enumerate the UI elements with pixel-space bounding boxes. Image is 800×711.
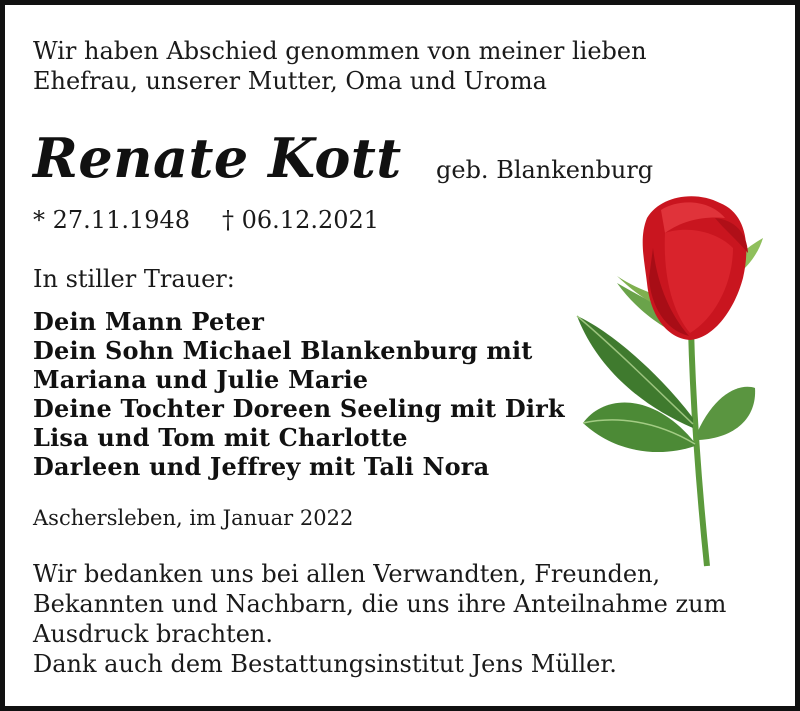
mourner-line: Mariana und Julie Marie: [33, 365, 369, 394]
intro-line: Ehefrau, unserer Mutter, Oma und Uroma: [33, 67, 547, 95]
mourner-line: Deine Tochter Doreen Seeling mit Dirk: [33, 394, 565, 423]
mourner-line: Lisa und Tom mit Charlotte: [33, 423, 408, 452]
place-date: Aschersleben, im Januar 2022: [33, 506, 354, 530]
rose-stem: [691, 328, 707, 566]
rose-leaf: [697, 387, 755, 440]
deceased-name: Renate Kott: [33, 126, 402, 190]
mourner-line: Darleen und Jeffrey mit Tali Nora: [33, 452, 490, 481]
thanks-line: Bekannten und Nachbarn, die uns ihre Anteilnahme zum: [33, 590, 727, 618]
thanks-line: Wir bedanken uns bei allen Verwandten, Freunden,: [33, 560, 661, 588]
mourner-line: Dein Sohn Michael Blankenburg mit: [33, 336, 533, 365]
thanks-line: Dank auch dem Bestattungsinstitut Jens Müller.: [33, 650, 617, 678]
death-date: † 06.12.2021: [222, 206, 380, 234]
rose-image: [565, 188, 775, 573]
birth-date: * 27.11.1948: [33, 206, 191, 234]
mourning-label: In stiller Trauer:: [33, 265, 235, 293]
intro-line: Wir haben Abschied genommen von meiner lieben: [33, 37, 647, 65]
maiden-name: geb. Blankenburg: [436, 156, 654, 184]
thanks-line: Ausdruck brachten.: [33, 620, 273, 648]
mourner-line: Dein Mann Peter: [33, 307, 265, 336]
